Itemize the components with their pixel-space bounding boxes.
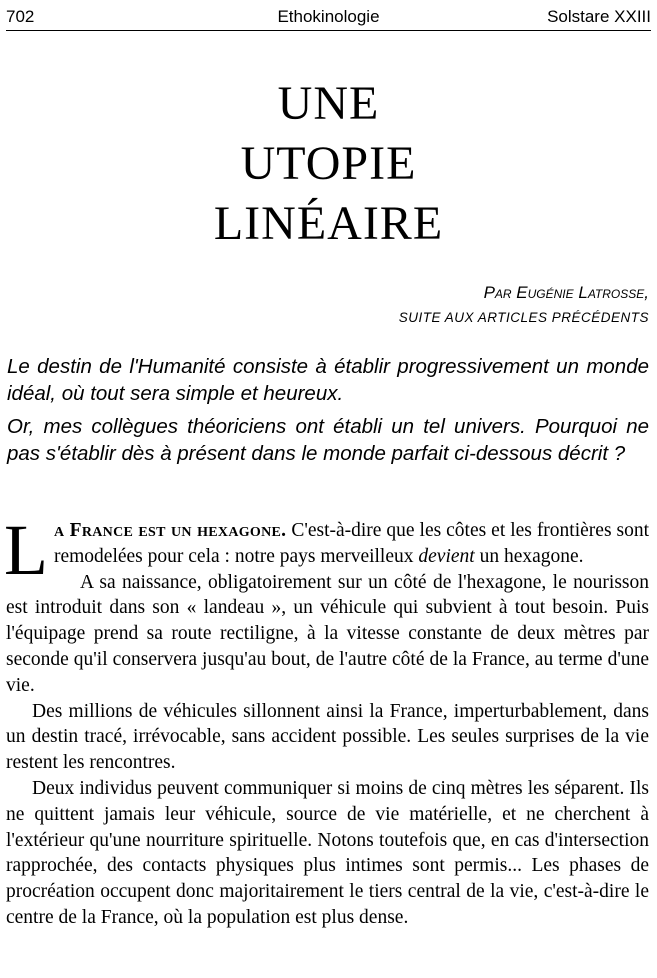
title-line-3: LINÉAIRE	[213, 197, 444, 250]
body-paragraph-1	[4, 510, 649, 590]
intro-paragraph-1: Le destin de l'Humanité consiste à établir progressivement un monde idéal, où tout sera simple et heureux.	[7, 355, 649, 405]
journal-name: Ethokinologie	[277, 7, 380, 26]
running-header	[6, 4, 651, 31]
byline	[399, 280, 649, 330]
emphasis-word: devient	[418, 545, 475, 567]
intro-paragraph-2: Or, mes collègues théoriciens ont établi un tel univers. Pourquoi ne pas s'établir dès à présent dans le monde parfait ci-dessous décrit ?	[7, 415, 649, 465]
title-line-1: UNE	[277, 77, 380, 130]
article-body	[4, 510, 649, 931]
series-note: SUITE AUX ARTICLES PRÉCÉDENTS	[398, 310, 649, 325]
body-paragraph-2: A sa naissance, obligatoirement sur un côté de l'hexagone, le nourisson est introduit dans son « landeau », un véhicule qui subvient à tout besoin. Puis l'équipage prend sa route rectiligne, à la vitesse constante de deux mètres par seconde qu'il conservera jusqu'au bout, de l'autre côté de la France, au terme d'une vie.	[6, 571, 649, 696]
title-line-2: UTOPIE	[240, 137, 417, 190]
drop-cap: L	[4, 510, 48, 590]
body-paragraph-1-text-a: C'est-à-dire que les côtes et les frontières sont remodelées pour cela : notre pays merveilleux	[53, 520, 649, 567]
page-number: 702	[6, 7, 35, 26]
body-paragraph-3: Des millions de véhicules sillonnent ainsi la France, imperturbablement, dans un destin tracé, irrévocable, sans accident possible. Les seules surprises de la vie restent les rencontres.	[6, 700, 649, 774]
body-paragraph-1-text-b: un hexagone.	[474, 545, 584, 567]
body-paragraph-4: Deux individus peuvent communiquer si moins de cinq mètres les séparent. Ils ne quittent jamais leur véhicule, source de vie matérielle, et ne cherchent à l'extérieur qu'une nourriture spirituelle. Notons toutefois que, en cas d'intersection rapprochée, des contacts physiques plus intimes sont permis... Les phases de procréation occupent donc majoritairement le tiers central de la vie, c'est-à-dire le centre de la France, où la population est plus dense.	[6, 777, 649, 928]
author-line: Par Eugénie Latrosse,	[483, 283, 649, 302]
issue-label: Solstare XXIII	[547, 7, 651, 26]
lead-in: a France est un hexagone.	[53, 520, 287, 541]
article-title	[0, 74, 657, 254]
